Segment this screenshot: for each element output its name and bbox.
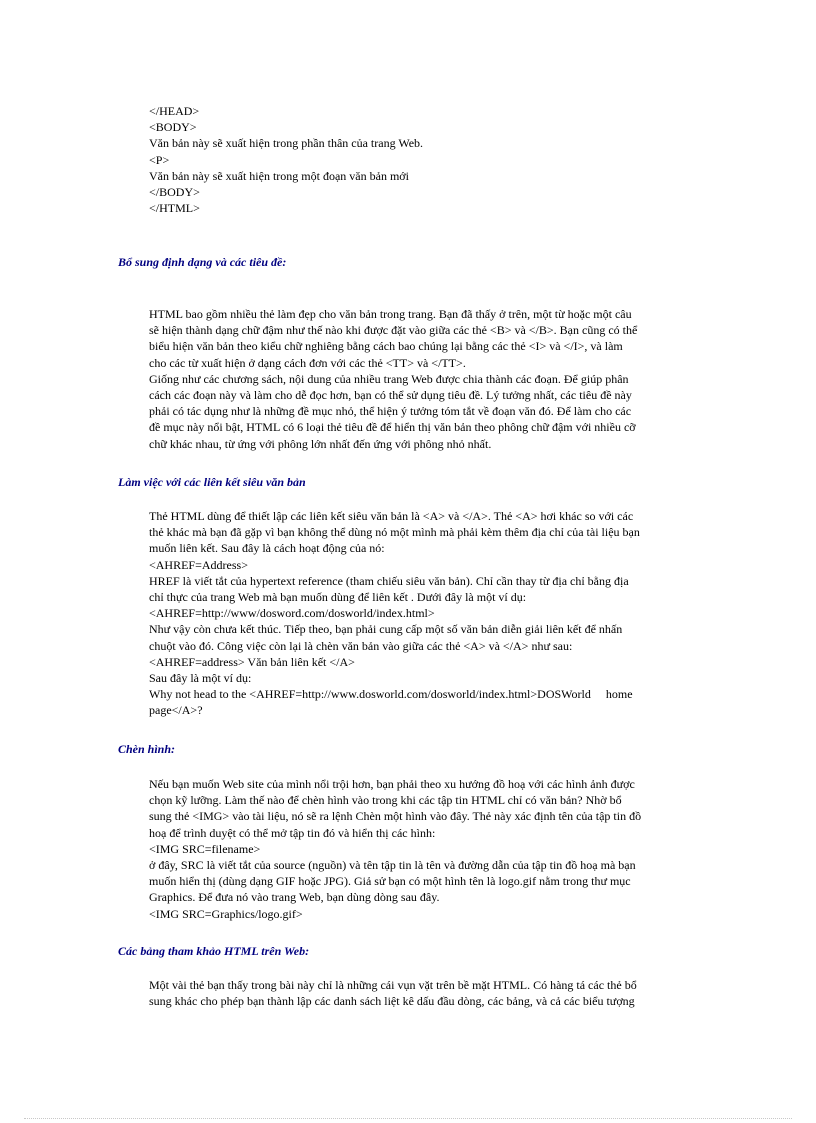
paragraph-line: sẽ hiện thành dạng chữ đậm như thế nào khi được đặt vào giữa các thẻ <B> và </B>. Bạn cũng có thể [149, 323, 638, 338]
paragraph-line: <AHREF=http://www/dosword.com/dosworld/index.html> [149, 606, 435, 621]
paragraph-line: HTML bao gồm nhiều thẻ làm đẹp cho văn bản trong trang. Bạn đã thấy ở trên, một từ hoặc một câu [149, 307, 632, 321]
paragraph-line: Như vậy còn chưa kết thúc. Tiếp theo, bạn phải cung cấp một số văn bản diễn giải liên kết để nhấn [149, 622, 623, 637]
section-body-images [149, 776, 705, 922]
paragraph-line: phải có tác dụng như là những đề mục nhỏ, thể hiện ý tưởng tóm tắt về đoạn văn đó. Để làm cho các [149, 404, 632, 419]
paragraph-line: <IMG SRC=Graphics/logo.gif> [149, 906, 303, 921]
paragraph-line: <AHREF=Address> [149, 557, 248, 572]
paragraph-line: cách các đoạn này và làm cho dễ đọc hơn, bạn có thể sử dụng tiêu đề. Lý tưởng nhất, các tiêu đề này [149, 388, 632, 403]
paragraph-line: chuột vào đó. Công việc còn lại là chèn văn bản vào giữa các thẻ <A> và </A> như sau: [149, 638, 573, 653]
paragraph-line: muốn hiển thị (dùng dạng GIF hoặc JPG). Giả sử bạn có một hình tên là logo.gif nằm trong thư mục [149, 874, 631, 889]
paragraph-line: chữ khác nhau, từ ứng với phông lớn nhất đến ứng với phông nhỏ nhất. [149, 436, 492, 451]
paragraph-line: sung thẻ <IMG> vào tài liệu, nó sẽ ra lệnh Chèn một hình vào đây. Thẻ này xác định tên của tập tin đồ [149, 809, 642, 824]
section-body-references [149, 977, 705, 1009]
page-bottom-divider [24, 1118, 792, 1119]
paragraph-line: page</A>? [149, 703, 203, 718]
section-body-formatting [149, 306, 705, 452]
code-line: Văn bản này sẽ xuất hiện trong phần thân của trang Web. [149, 136, 424, 151]
paragraph-line: Why not head to the <AHREF=http://www.dosworld.com/dosworld/index.html>DOSWorld home [149, 687, 633, 702]
paragraph-line: Sau đây là một ví dụ: [149, 671, 252, 686]
paragraph-line: cho các từ xuất hiện ở dạng cách đơn với các thẻ <TT> và </TT>. [149, 355, 466, 370]
paragraph-line: chỉ thực của trang Web mà bạn muốn dùng để liên kết . Dưới đây là một ví dụ: [149, 590, 527, 605]
code-line: </HEAD> [149, 104, 200, 118]
paragraph-line: <IMG SRC=filename> [149, 841, 261, 856]
paragraph-line: hoạ để trình duyệt có thể mở tập tin đó và hiển thị các hình: [149, 825, 436, 840]
paragraph-line: sung khác cho phép bạn thành lập các danh sách liệt kê dấu đầu dòng, các bảng, và cả các biểu tượng [149, 994, 635, 1009]
code-line: <BODY> [149, 120, 197, 135]
paragraph-line: Một vài thẻ bạn thấy trong bài này chỉ là những cái vụn vặt trên bề mặt HTML. Có hàng tá các thẻ bổ [149, 978, 637, 992]
paragraph-line: Nếu bạn muốn Web site của mình nổi trội hơn, bạn phải theo xu hướng đồ hoạ với các hình ảnh được [149, 777, 635, 791]
section-heading-references: Các bảng tham khảo HTML trên Web: [118, 944, 310, 958]
paragraph-line: thẻ khác mà bạn đã gặp vì bạn không thể dùng nó một mình mà phải kèm thêm địa chỉ của tài liệu bạn [149, 525, 640, 540]
code-line: </HTML> [149, 201, 200, 216]
paragraph-line: Graphics. Để đưa nó vào trang Web, bạn dùng dòng sau đây. [149, 890, 440, 905]
html-code-snippet [149, 103, 709, 216]
section-heading-formatting: Bổ sung định dạng và các tiêu đề: [118, 255, 287, 269]
section-heading-hyperlinks: Làm việc với các liên kết siêu văn bản [118, 475, 306, 489]
paragraph-line: <AHREF=address> Văn bản liên kết </A> [149, 654, 355, 669]
paragraph-line: HREF là viết tắt của hypertext reference (tham chiếu siêu văn bản). Chỉ cần thay từ địa chỉ bằng địa [149, 573, 629, 588]
paragraph-line: biểu hiện văn bản theo kiểu chữ nghiêng bằng cách bao chúng lại bằng các thẻ <I> và </I>, và làm [149, 339, 623, 354]
code-line: <P> [149, 152, 170, 167]
paragraph-line: đề mục này nổi bật, HTML có 6 loại thẻ tiêu đề để hiển thị văn bản theo phông chữ đậm với nhiều cỡ [149, 420, 636, 435]
paragraph-line: Thẻ HTML dùng để thiết lập các liên kết siêu văn bản là <A> và </A>. Thẻ <A> hơi khác so với các [149, 509, 634, 523]
section-body-hyperlinks [149, 508, 705, 719]
code-line: Văn bản này sẽ xuất hiện trong một đoạn văn bản mới [149, 168, 409, 183]
paragraph-line: chọn kỹ lưỡng. Làm thế nào để chèn hình vào trong khi các tập tin HTML chỉ có văn bản? Nhờ bổ [149, 793, 622, 808]
paragraph-line: muốn liên kết. Sau đây là cách hoạt động của nó: [149, 541, 385, 556]
section-heading-images: Chèn hình: [118, 742, 176, 756]
paragraph-line: Giống như các chương sách, nội dung của nhiều trang Web được chia thành các đoạn. Để giúp phân [149, 371, 629, 386]
paragraph-line: ở đây, SRC là viết tắt của source (nguồn) và tên tập tin là tên và đường dẫn của tập tin đồ hoạ mà bạn [149, 858, 636, 873]
code-line: </BODY> [149, 185, 200, 200]
